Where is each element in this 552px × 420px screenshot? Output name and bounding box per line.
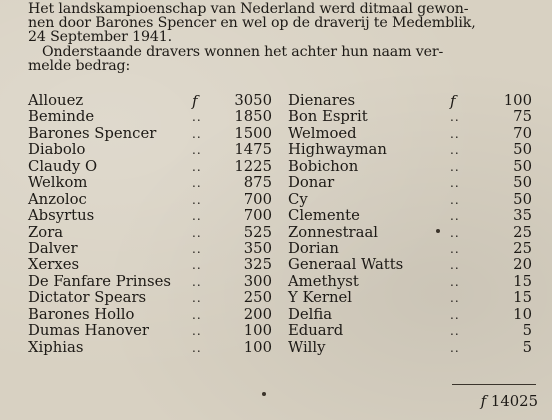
intro-line: nen door Barones Spencer en wel op de draverij te Medemblik, [28,15,476,32]
prize-amount: 35 [513,207,532,225]
right-currency-column [450,93,480,356]
horse-name: Barones Hollo [28,305,135,323]
prize-amount: 50 [513,157,532,175]
ditto-mark: .. [192,274,202,289]
total-value: 14025 [490,393,538,410]
ditto-mark: .. [192,126,202,141]
horse-name: Diabolo [28,141,86,159]
right-horse-names [288,93,438,356]
ditto-mark: .. [192,241,202,256]
horse-name: Barones Spencer [28,124,157,142]
horse-name: Anzoloc [28,190,87,208]
ditto-mark: .. [450,192,460,207]
horse-name: Dumas Hanover [28,322,149,340]
ditto-mark: .. [450,291,460,306]
horse-name: Dorian [288,239,339,257]
ditto-mark: .. [192,159,202,174]
ditto-mark: .. [192,258,202,273]
horse-name: De Fanfare Prinses [28,272,172,290]
horse-name: Allouez [28,92,84,109]
horse-name: Xiphias [28,338,84,356]
horse-name: Eduard [288,322,344,340]
ditto-mark: .. [450,143,460,158]
ditto-mark: .. [450,176,460,191]
intro-line: 24 September 1941. [28,29,172,46]
prize-amount: 75 [513,108,532,126]
horse-name: Generaal Watts [288,256,404,274]
currency-symbol: f [480,392,487,410]
horse-name: Bon Esprit [288,108,368,126]
horse-name: Claudy O [28,157,98,175]
prize-amount: 100 [243,338,272,356]
prize-amount: 700 [243,207,272,225]
ditto-mark: .. [450,159,460,174]
ditto-mark: .. [450,340,460,355]
horse-name: Donar [288,174,335,192]
prize-amount: 15 [513,289,532,307]
ditto-mark: .. [450,274,460,289]
ditto-mark: .. [450,225,460,240]
horse-name: Absyrtus [28,207,95,225]
prize-amount: 10 [513,305,532,323]
horse-name: Y Kernel [288,289,352,307]
prize-amount: 325 [243,256,272,274]
left-horse-names [28,93,193,356]
ink-speck [436,229,440,233]
ditto-mark: .. [450,324,460,339]
prize-amount: 1850 [234,108,272,126]
prize-amount: 100 [243,322,272,340]
ditto-mark: .. [450,209,460,224]
ditto-mark: .. [192,176,202,191]
prize-amount: 250 [243,289,272,307]
ditto-mark: .. [450,307,460,322]
ditto-mark: .. [192,340,202,355]
prize-amount: 3050 [234,92,272,109]
horse-name: Zonnestraal [288,223,378,241]
ditto-mark: .. [450,258,460,273]
horse-name: Amethyst [288,272,359,290]
currency-symbol: f [450,92,456,110]
horse-name: Zora [28,223,64,241]
total-rule [452,384,536,385]
horse-name: Welkom [28,174,88,192]
ditto-mark: .. [192,225,202,240]
ditto-mark: .. [192,143,202,158]
prize-amount: 875 [243,174,272,192]
horse-name: Dictator Spears [28,289,147,307]
horse-name: Beminde [28,108,95,126]
prize-amount: 350 [243,239,272,257]
ditto-mark: .. [192,209,202,224]
prize-amount: 300 [243,272,272,290]
ditto-mark: .. [192,291,202,306]
ditto-mark: .. [192,110,202,125]
prize-amount: 1225 [234,157,272,175]
ink-speck [262,392,266,396]
left-amounts [222,93,272,356]
prize-amount: 20 [513,256,532,274]
prize-amount: 25 [513,223,532,241]
horse-name: Xerxes [28,256,80,274]
prize-amount: 50 [513,174,532,192]
intro-paragraph [28,2,543,73]
prize-amount: 50 [513,190,532,208]
ditto-mark: .. [450,110,460,125]
horse-name: Highwayman [288,141,387,159]
prize-amount: 5 [522,338,532,356]
horse-name: Willy [288,338,326,356]
left-currency-column [192,93,222,356]
horse-name: Dalver [28,239,78,257]
prize-amount: 1475 [234,141,272,159]
prize-amount: 15 [513,272,532,290]
horse-name: Welmoed [288,124,357,142]
horse-name: Dienares [288,92,356,109]
ditto-mark: .. [192,324,202,339]
horse-name: Delfia [288,305,333,323]
intro-line: melde bedrag: [28,57,131,74]
prize-amount: 50 [513,141,532,159]
prize-amount: 5 [522,322,532,340]
prize-amount: 525 [243,223,272,241]
prize-amount: 25 [513,239,532,257]
horse-name: Cy [288,190,308,208]
ditto-mark: .. [450,241,460,256]
prize-amount: 200 [243,305,272,323]
currency-symbol: f [192,92,198,110]
prize-amount: 700 [243,190,272,208]
horse-name: Bobichon [288,157,359,175]
prize-amount: 100 [503,92,532,109]
right-amounts [482,93,532,356]
ditto-mark: .. [192,307,202,322]
intro-line: Onderstaande dravers wonnen het achter hun naam ver- [42,43,444,60]
ditto-mark: .. [450,126,460,141]
prize-amount: 70 [513,124,532,142]
prize-amount: 1500 [234,124,272,142]
intro-line: Het landskampioenschap van Nederland werd ditmaal gewon- [28,1,469,17]
ditto-mark: .. [192,192,202,207]
horse-name: Clemente [288,207,360,225]
total-amount [460,392,538,410]
